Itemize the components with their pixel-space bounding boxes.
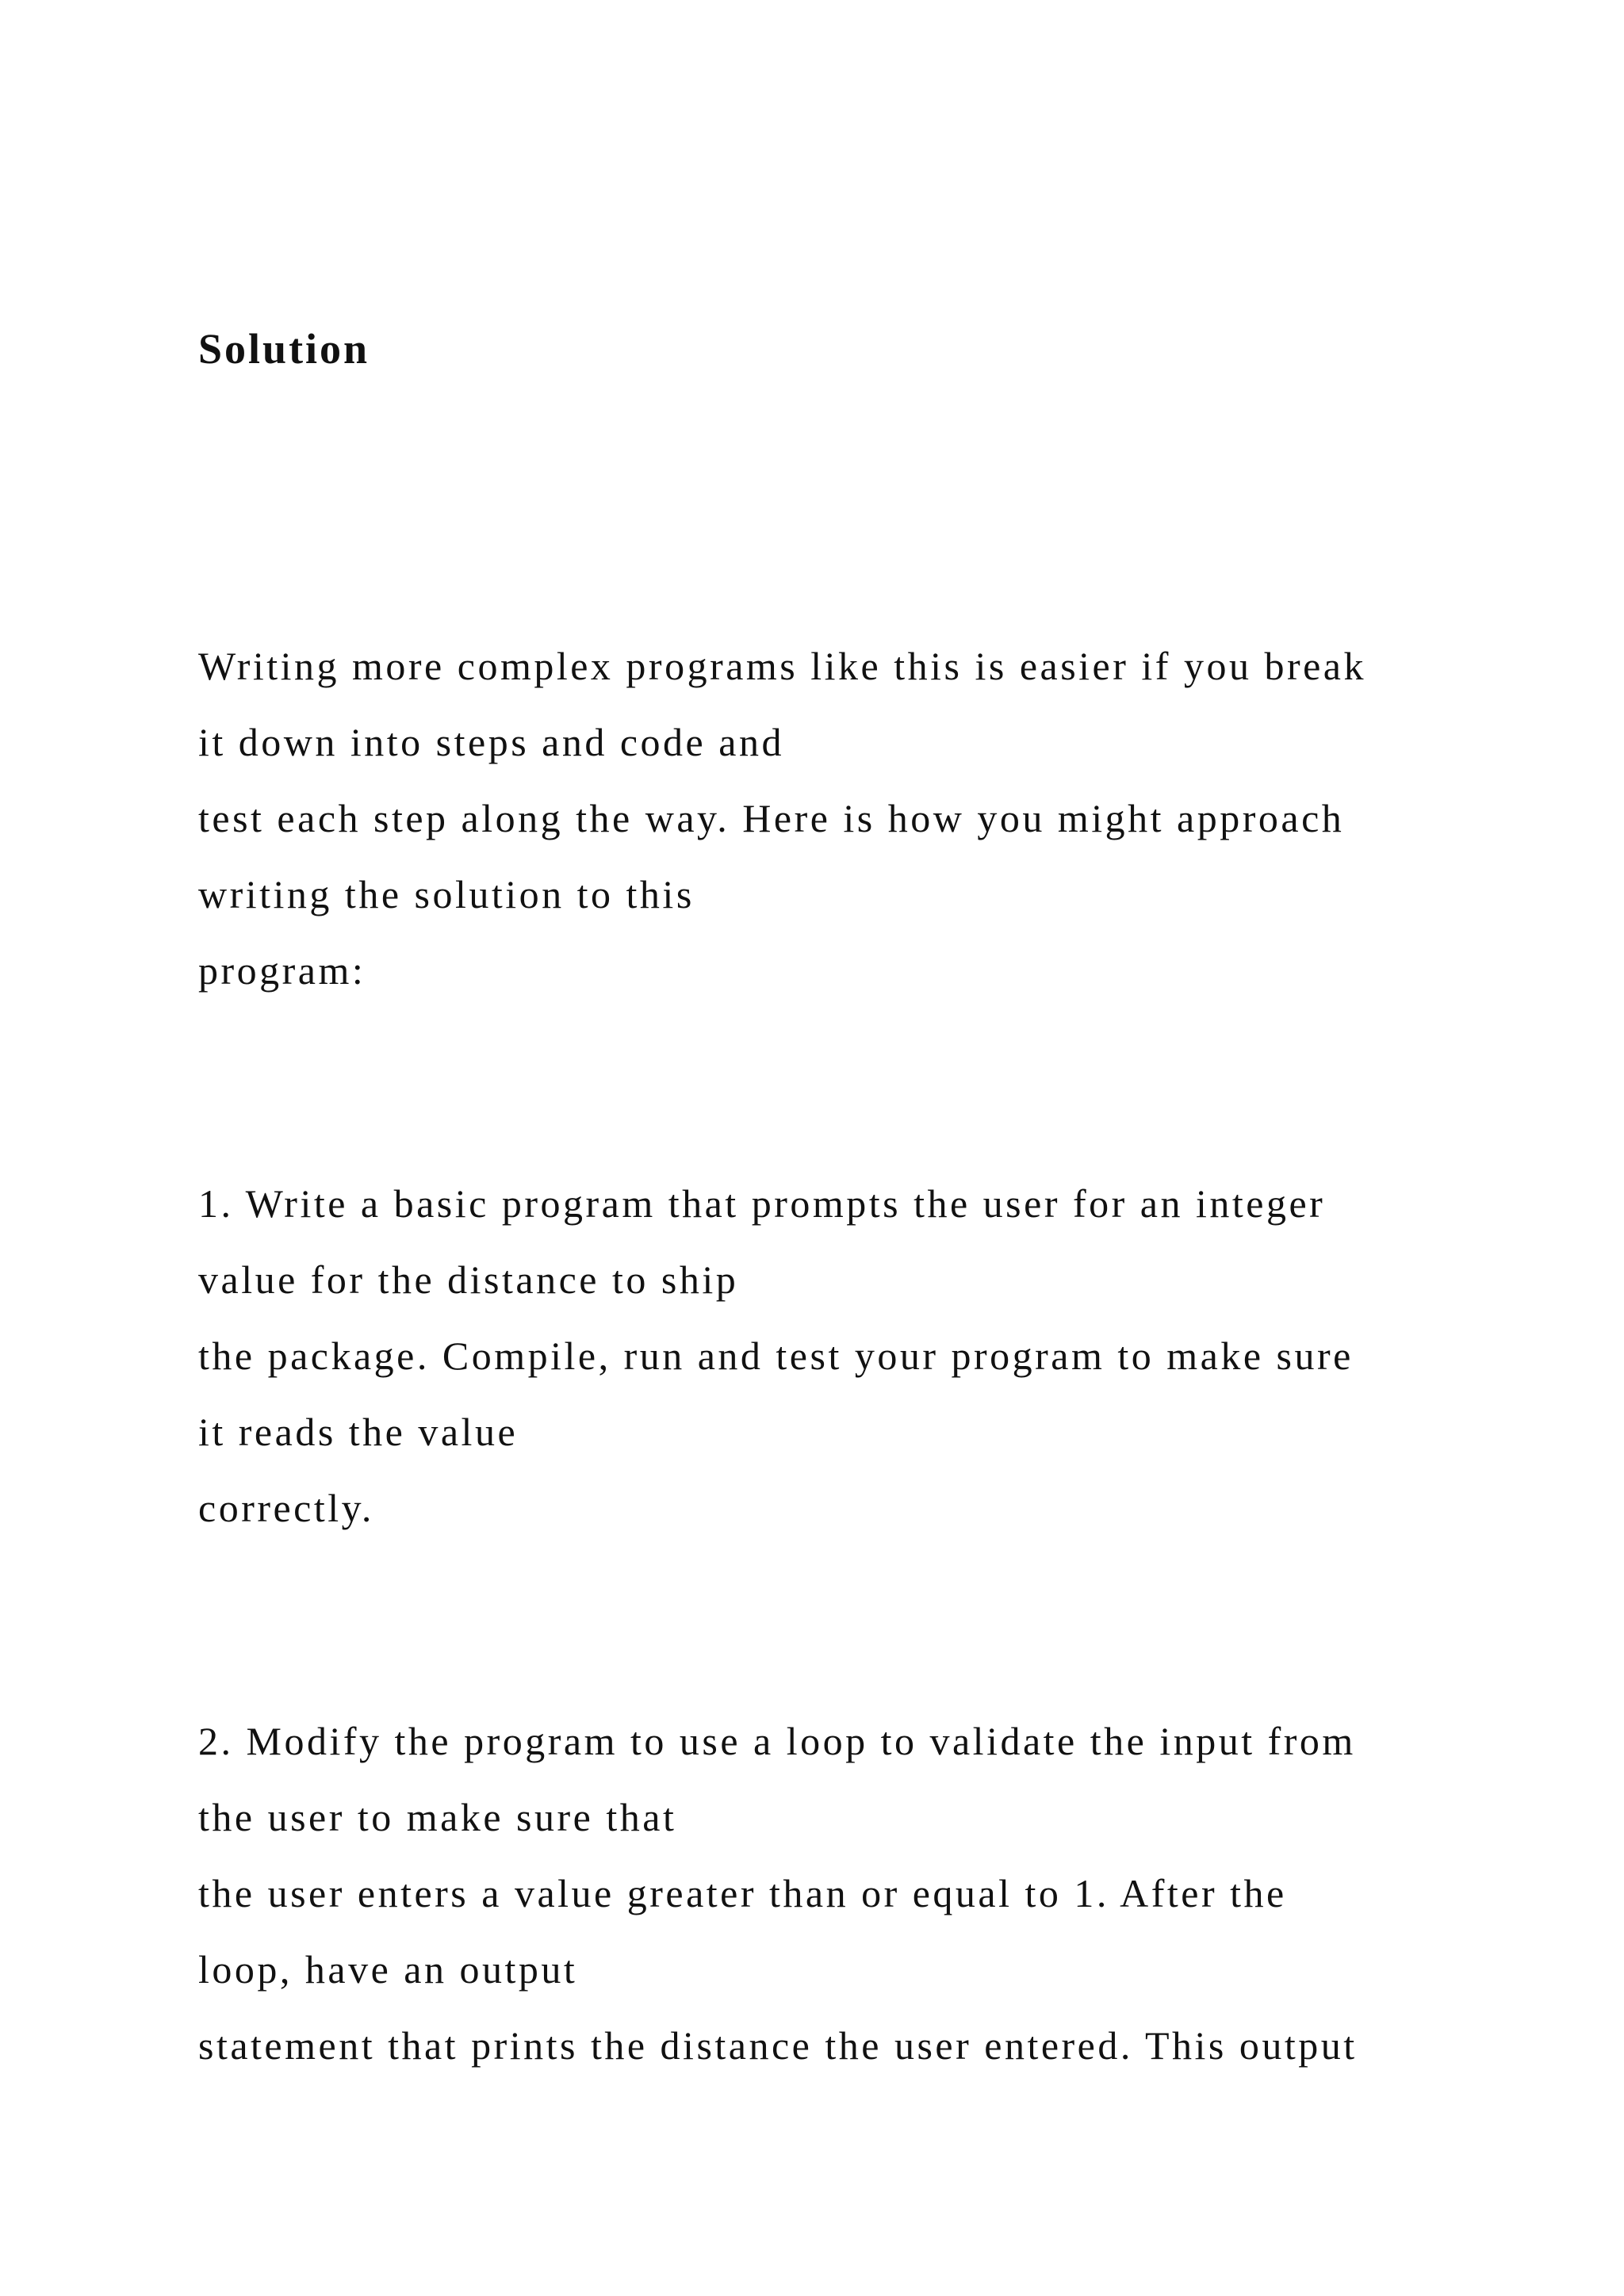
paragraph-line: the package. Compile, run and test your program to make sure <box>198 1334 1354 1378</box>
paragraph-line: writing the solution to this <box>198 872 695 916</box>
paragraph-line: loop, have an output <box>198 1947 578 1992</box>
paragraph-line: test each step along the way. Here is how you might approach <box>198 796 1345 840</box>
paragraph-line: it reads the value <box>198 1410 519 1454</box>
paragraph-line: 1. Write a basic program that prompts the user for an integer <box>198 1181 1326 1226</box>
paragraph-line: statement that prints the distance the user entered. This output <box>198 2023 1358 2068</box>
paragraph-line: value for the distance to ship <box>198 1257 739 1302</box>
paragraph-line: it down into steps and code and <box>198 720 784 764</box>
paragraph-line: 2. Modify the program to use a loop to validate the input from <box>198 1719 1356 1763</box>
paragraph-line: program: <box>198 948 366 993</box>
paragraph-line: the user enters a value greater than or equal to 1. After the <box>198 1871 1287 1915</box>
paragraph-line: the user to make sure that <box>198 1795 677 1839</box>
paragraph-line: correctly. <box>198 1486 374 1530</box>
paragraph-line: Writing more complex programs like this is easier if you break <box>198 644 1366 688</box>
section-heading: Solution <box>198 325 370 373</box>
